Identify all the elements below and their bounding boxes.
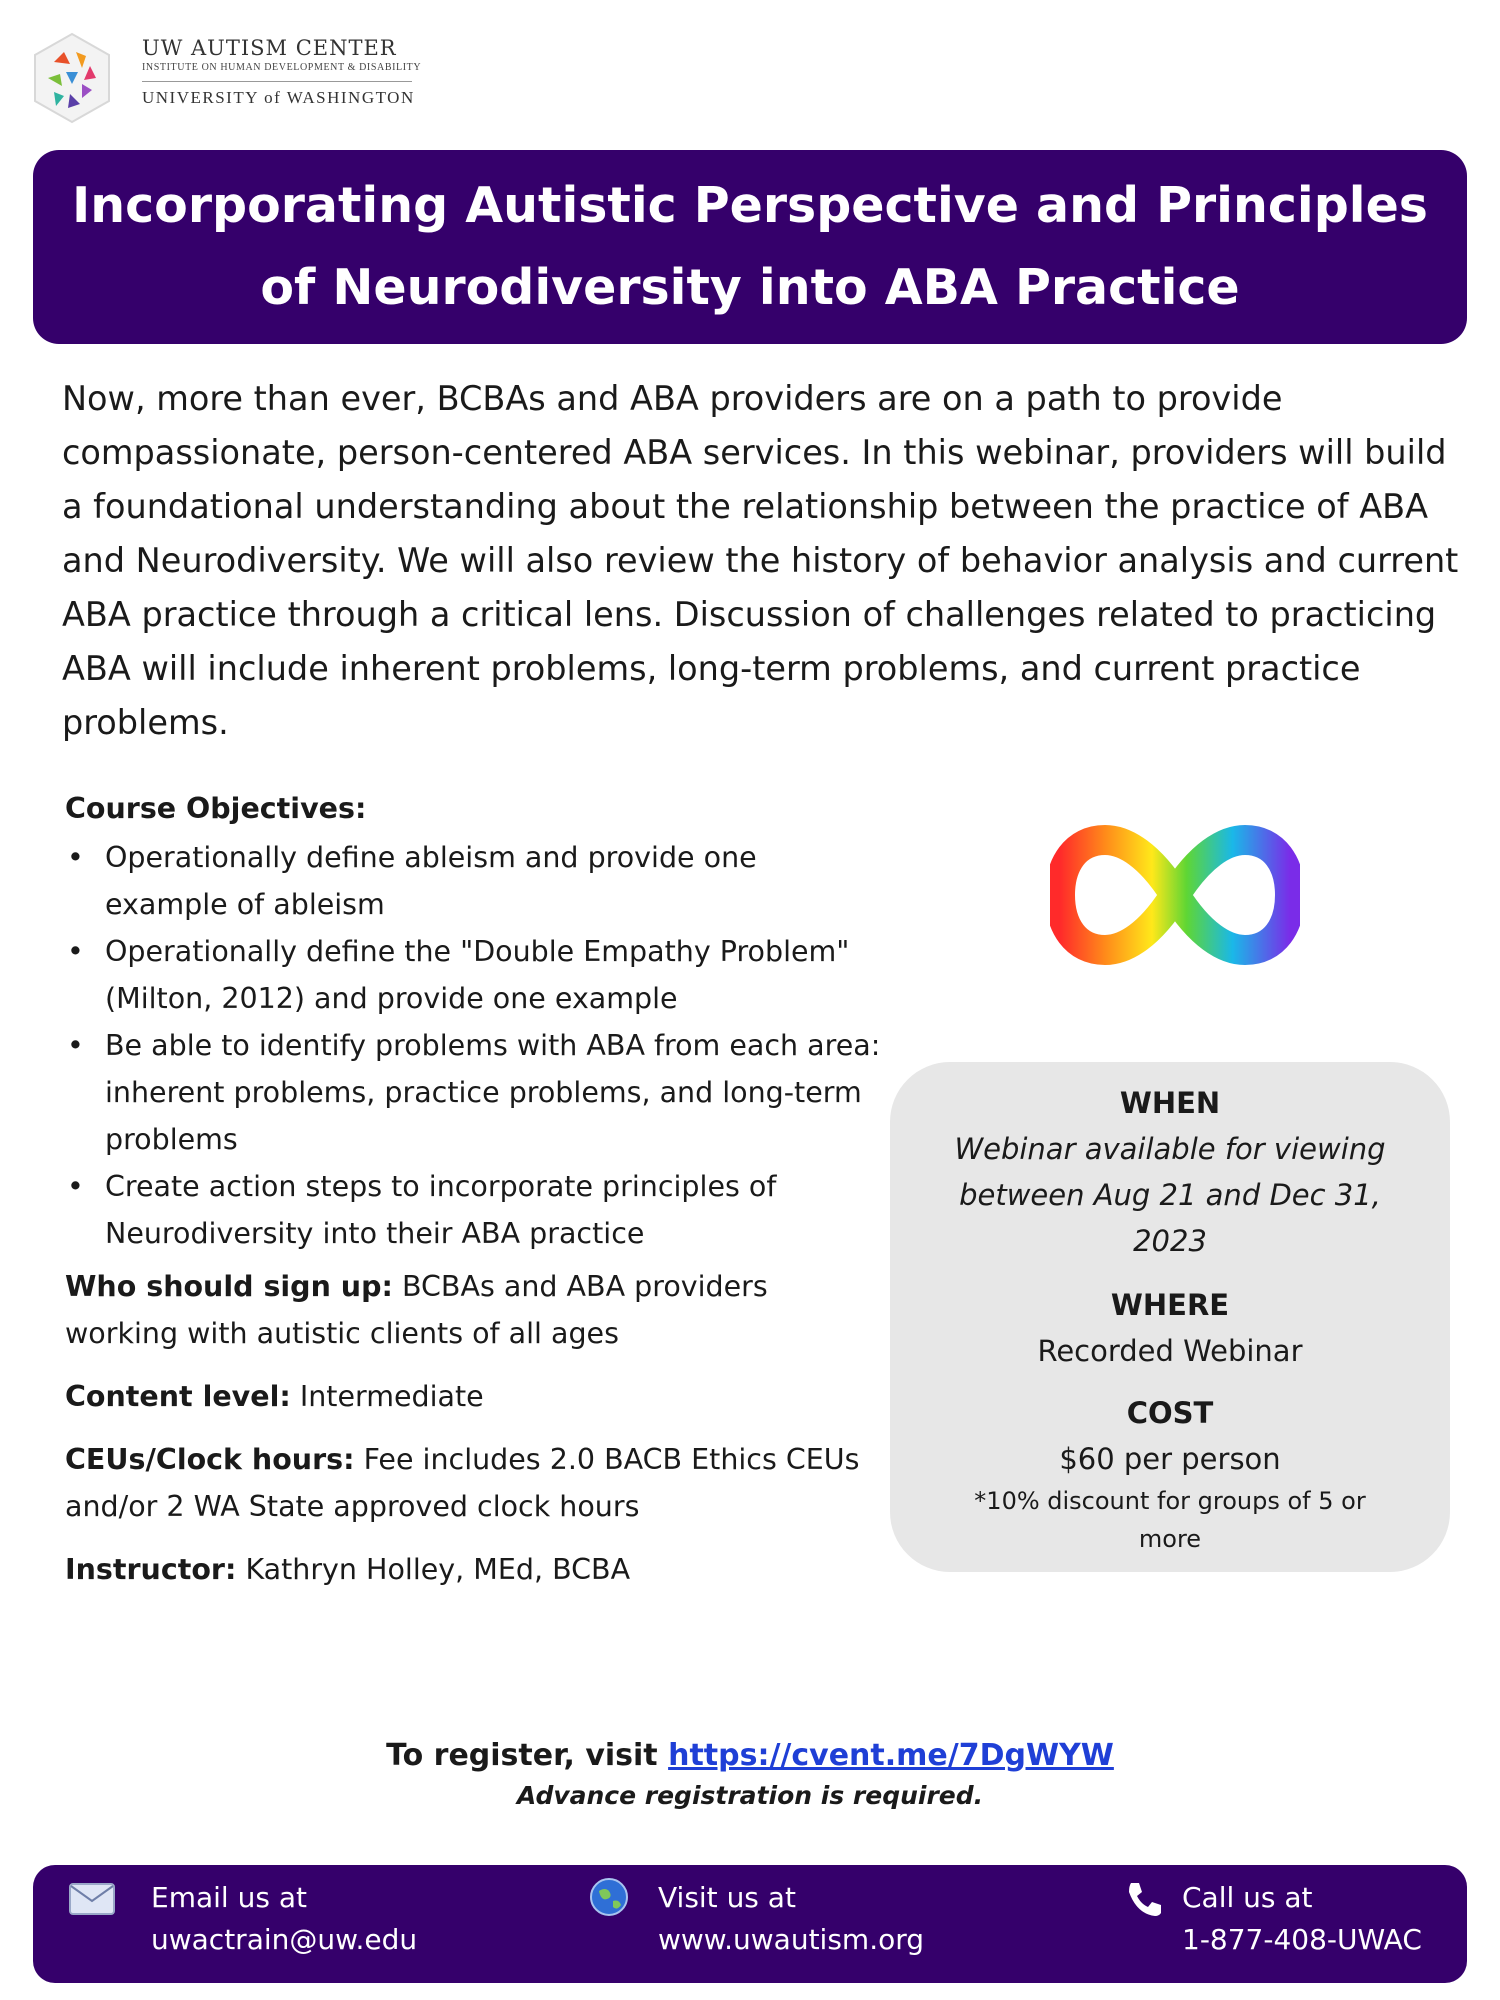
instructor-value: Kathryn Holley, MEd, BCBA xyxy=(245,1553,631,1586)
globe-icon xyxy=(589,1877,629,1917)
email-label: Email us at xyxy=(151,1881,307,1914)
contact-footer xyxy=(33,1865,1467,1983)
cost-discount-note: *10% discount for groups of 5 or more xyxy=(974,1487,1366,1553)
event-info-box xyxy=(890,1062,1450,1572)
title-banner xyxy=(33,150,1467,344)
register-prefix: To register, visit xyxy=(386,1738,658,1773)
objectives-list xyxy=(65,834,885,1257)
logo-institute-name: INSTITUTE ON HUMAN DEVELOPMENT & DISABILITY xyxy=(142,62,422,73)
page-title: Incorporating Autistic Perspective and Principles of Neurodiversity into ABA Practice xyxy=(72,177,1428,316)
register-link[interactable]: https://cvent.me/7DgWYW xyxy=(668,1738,1114,1773)
where-heading: WHERE xyxy=(1110,1288,1230,1322)
web-contact xyxy=(658,1877,924,1961)
web-label: Visit us at xyxy=(658,1881,796,1914)
instructor-info xyxy=(65,1546,885,1593)
content-level-info xyxy=(65,1373,885,1420)
course-details xyxy=(65,785,885,1609)
ceu-value: Fee includes 2.0 BACB Ethics CEUs and/or 2 WA State approved clock hours xyxy=(65,1443,860,1523)
when-value: Webinar available for viewing between Aug 21 and Dec 31, 2023 xyxy=(954,1132,1386,1258)
cost-value: $60 per person xyxy=(1059,1442,1281,1476)
intro-paragraph: Now, more than ever, BCBAs and ABA providers are on a path to provide compassionate, person-centered ABA services. In this webinar, providers will build a foundational understanding about the relationship between the practice of ABA and Neurodiversity. We will also review the history of behavior analysis and current ABA practice through a critical lens. Discussion of challenges related to practicing ABA will include inherent problems, long-term problems, and current practice problems. xyxy=(62,379,1459,742)
objective-item: • Operationally define ableism and provide one example of ableism xyxy=(65,834,885,928)
phone-number[interactable]: 1-877-408-UWAC xyxy=(1182,1923,1422,1956)
phone-label: Call us at xyxy=(1182,1881,1313,1914)
autism-center-logo-icon xyxy=(32,32,112,124)
content-level-label: Content level: xyxy=(65,1380,291,1413)
phone-contact xyxy=(1182,1877,1422,1961)
objective-item: • Create action steps to incorporate principles of Neurodiversity into their ABA practice xyxy=(65,1163,885,1257)
logo-divider xyxy=(142,81,412,82)
objectives-heading: Course Objectives: xyxy=(65,792,367,825)
web-address[interactable]: www.uwautism.org xyxy=(658,1923,925,1956)
email-address[interactable]: uwactrain@uw.edu xyxy=(151,1923,418,1956)
email-icon xyxy=(69,1883,115,1915)
register-note: Advance registration is required. xyxy=(516,1781,984,1810)
logo xyxy=(32,32,422,124)
where-value: Recorded Webinar xyxy=(1037,1334,1303,1368)
rainbow-infinity-icon xyxy=(1050,815,1300,975)
email-contact xyxy=(151,1877,417,1961)
instructor-label: Instructor: xyxy=(65,1553,237,1586)
audience-value: BCBAs and ABA providers working with autistic clients of all ages xyxy=(65,1270,768,1350)
content-level-value: Intermediate xyxy=(299,1380,484,1413)
logo-university-name: UNIVERSITY of WASHINGTON xyxy=(142,88,415,107)
when-heading: WHEN xyxy=(1119,1086,1221,1120)
cost-heading: COST xyxy=(1126,1396,1214,1430)
phone-icon xyxy=(1123,1879,1163,1919)
objective-item: • Operationally define the "Double Empathy Problem" (Milton, 2012) and provide one example xyxy=(65,928,885,1022)
ceu-label: CEUs/Clock hours: xyxy=(65,1443,355,1476)
ceu-info xyxy=(65,1436,885,1530)
audience-label: Who should sign up: xyxy=(65,1270,393,1303)
logo-org-name: UW AUTISM CENTER xyxy=(142,36,397,60)
objective-item: • Be able to identify problems with ABA from each area: inherent problems, practice problems, and long-term problems xyxy=(65,1022,885,1163)
audience-info xyxy=(65,1263,885,1357)
registration-section xyxy=(0,1738,1500,1810)
